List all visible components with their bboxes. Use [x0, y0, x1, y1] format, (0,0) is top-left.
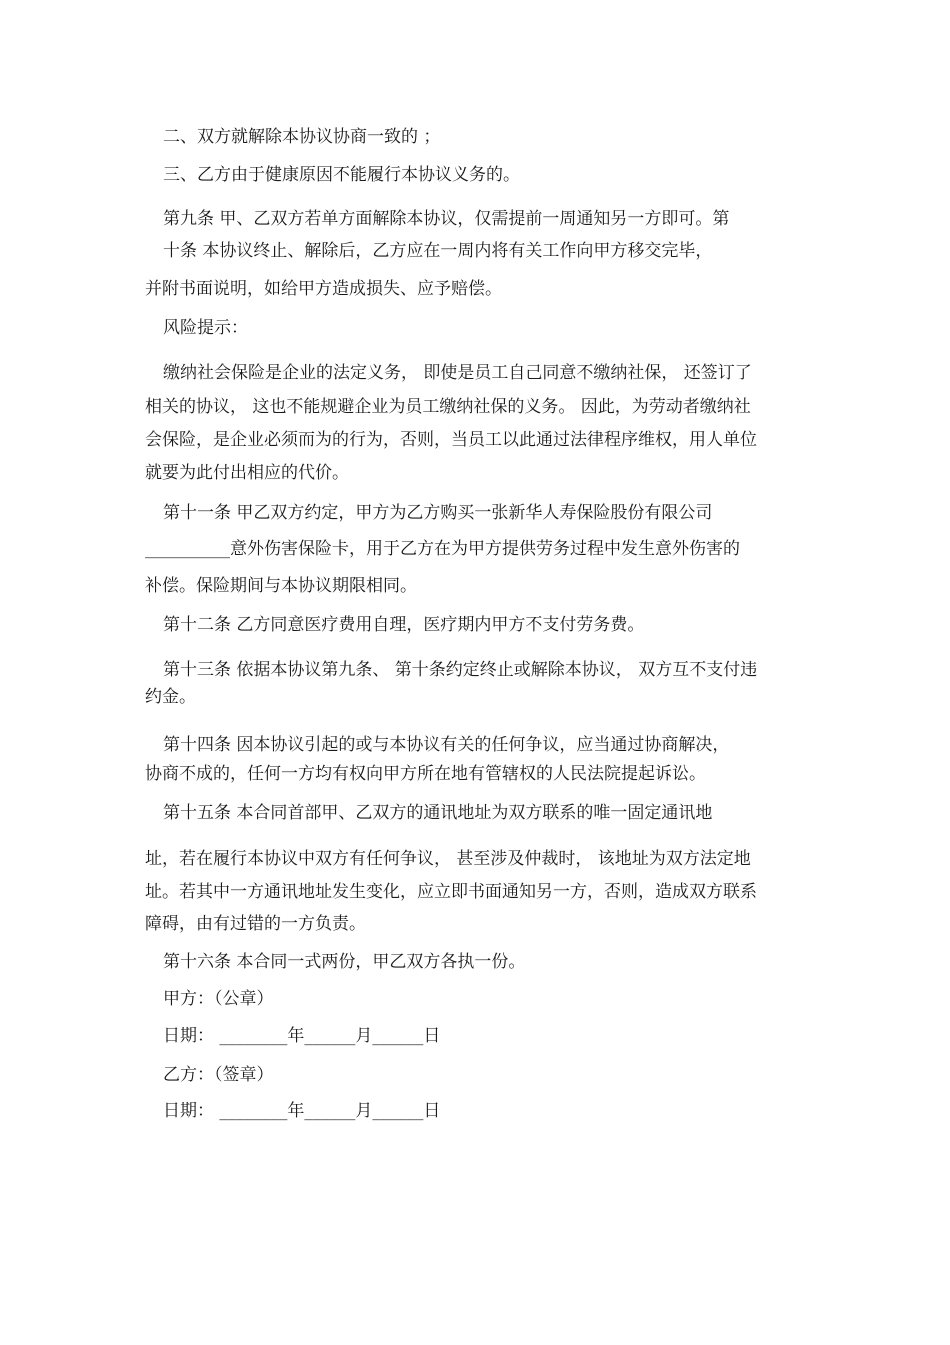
- article-10-line-1: 十条 本协议终止、解除后，乙方应在一周内将有关工作向甲方移交完毕，: [163, 241, 713, 261]
- clause-item-3: 三、乙方由于健康原因不能履行本协议义务的。: [163, 165, 520, 185]
- article-16: 第十六条 本合同一式两份，甲乙双方各执一份。: [163, 952, 526, 972]
- article-14-line-1: 第十四条 因本协议引起的或与本协议有关的任何争议，应当通过协商解决，: [163, 735, 730, 755]
- risk-tip-line-2: 相关的协议， 这也不能规避企业为员工缴纳社保的义务。 因此，为劳动者缴纳社: [145, 397, 751, 417]
- article-10-line-2: 并附书面说明，如给甲方造成损失、应予赔偿。: [145, 279, 502, 299]
- party-b-date: 日期： ________年______月______日: [163, 1101, 441, 1121]
- risk-tip-line-4: 就要为此付出相应的代价。: [145, 463, 349, 483]
- article-11-line-1: 第十一条 甲乙双方约定，甲方为乙方购买一张新华人寿保险股份有限公司: [163, 503, 713, 523]
- article-14-line-2: 协商不成的，任何一方均有权向甲方所在地有管辖权的人民法院提起诉讼。: [145, 764, 706, 784]
- article-15-line-1: 第十五条 本合同首部甲、乙双方的通讯地址为双方联系的唯一固定通讯地: [163, 803, 713, 823]
- party-a-seal: 甲方：（公章）: [163, 989, 274, 1009]
- article-15-line-2: 址，若在履行本协议中双方有任何争议， 甚至涉及仲裁时， 该地址为双方法定地: [145, 849, 751, 869]
- article-15-line-4: 障碍，由有过错的一方负责。: [145, 914, 366, 934]
- article-15-line-3: 址。若其中一方通讯地址发生变化，应立即书面通知另一方，否则，造成双方联系: [145, 882, 757, 902]
- article-12: 第十二条 乙方同意医疗费用自理，医疗期内甲方不支付劳务费。: [163, 615, 645, 635]
- clause-item-2: 二、双方就解除本协议协商一致的 ；: [163, 127, 441, 147]
- article-13-line-1: 第十三条 依据本协议第九条、 第十条约定终止或解除本协议， 双方互不支付违: [163, 660, 758, 680]
- article-11-line-2: __________意外伤害保险卡，用于乙方在为甲方提供劳务过程中发生意外伤害的: [145, 539, 740, 559]
- article-9-line-1: 第九条 甲、乙双方若单方面解除本协议，仅需提前一周通知另一方即可。第: [163, 209, 730, 229]
- article-11-line-3: 补偿。保险期间与本协议期限相同。: [145, 576, 417, 596]
- risk-tip-line-1: 缴纳社会保险是企业的法定义务， 即使是员工自己同意不缴纳社保， 还签订了: [163, 363, 752, 383]
- party-a-date: 日期： ________年______月______日: [163, 1026, 441, 1046]
- article-13-line-2: 约金。: [145, 687, 196, 707]
- party-b-seal: 乙方：（签章）: [163, 1065, 274, 1085]
- risk-tip-heading: 风险提示：: [163, 318, 248, 338]
- risk-tip-line-3: 会保险，是企业必须而为的行为，否则，当员工以此通过法律程序维权，用人单位: [145, 430, 757, 450]
